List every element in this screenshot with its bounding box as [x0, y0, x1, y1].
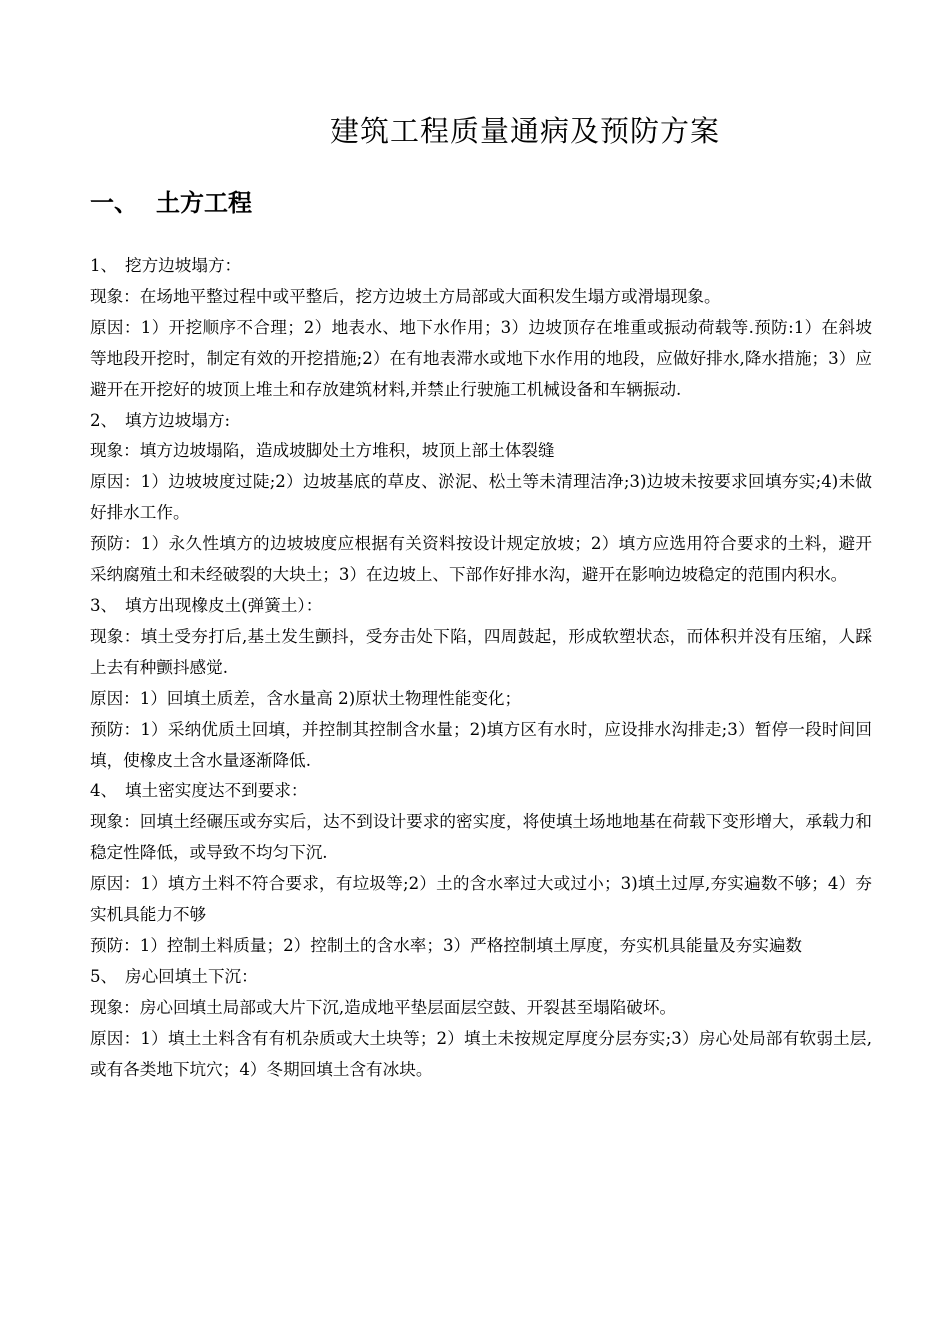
phenomenon-paragraph: 现象：填土受夯打后,基土发生颤抖，受夯击处下陷，四周鼓起，形成软塑状态，而体积并没有压缩，人踩上去有种颤抖感觉. — [90, 626, 872, 677]
item-heading: 挖方边坡塌方： — [125, 256, 242, 275]
document-body — [90, 251, 872, 1085]
item-index: 1、 — [90, 256, 118, 275]
phenomenon-paragraph: 现象：房心回填土局部或大片下沉,造成地平垫层面层空鼓、开裂甚至塌陷破坏。 — [90, 997, 677, 1017]
phenomenon-paragraph: 现象：在场地平整过程中或平整后，挖方边坡土方局部或大面积发生塌方或滑塌现象。 — [90, 286, 721, 306]
item-heading: 填方边坡塌方: — [125, 410, 231, 430]
section-label: 土方工程 — [156, 188, 252, 217]
item-heading: 房心回填土下沉： — [125, 966, 258, 986]
phenomenon-paragraph: 现象：回填土经碾压或夯实后，达不到设计要求的密实度，将使填土场地地基在荷载下变形增大，承载力和稳定性降低，或导致不均匀下沉. — [90, 812, 872, 863]
document-title: 建筑工程质量通病及预防方案 — [329, 114, 720, 148]
prevention-paragraph: 预防：1）永久性填方的边坡坡度应根据有关资料按设计规定放坡；2）填方应选用符合要求的土料，避开采纳腐殖土和未经破裂的大块土；3）在边坡上、下部作好排水沟，避开在影响边坡稳定的范围内积水。 — [90, 534, 872, 585]
item-index: 2、 — [90, 410, 118, 430]
cause-paragraph: 原因：1）填土土料含有有机杂质或大土块等；2）填土未按规定厚度分层夯实;3）房心处局部有软弱土层,或有各类地下坑穴；4）冬期回填土含有冰块。 — [90, 1028, 872, 1079]
phenomenon-paragraph: 现象：填方边坡塌陷，造成坡脚处土方堆积，坡顶上部土体裂缝 — [90, 441, 555, 461]
section-number: 一、 — [90, 188, 138, 217]
cause-paragraph: 原因：1）边坡坡度过陡;2）边坡基底的草皮、淤泥、松土等未清理洁净;3)边坡未按要求回填夯实;4)未做好排水工作。 — [90, 472, 872, 523]
section-heading — [90, 187, 252, 219]
cause-paragraph: 原因：1）填方土料不符合要求，有垃圾等;2）土的含水率过大或过小；3)填土过厚,夯实遍数不够；4）夯实机具能力不够 — [90, 874, 872, 925]
cause-paragraph: 原因：1）开挖顺序不合理；2）地表水、地下水作用；3）边坡顶存在堆重或振动荷载等.预防:1）在斜坡等地段开挖时，制定有效的开挖措施;2）在有地表滞水或地下水作用的地段，应做好排水,降水措施；3）应避开在开挖好的坡顶上堆土和存放建筑材料,并禁止行驶施工机械设备和车辆振动. — [90, 317, 872, 399]
item-title — [90, 962, 872, 993]
item-index: 3、 — [90, 595, 118, 615]
item-title — [90, 591, 872, 622]
item-title — [90, 406, 872, 437]
prevention-paragraph: 预防：1）控制土料质量；2）控制土的含水率；3）严格控制填土厚度，夯实机具能量及夯实遍数 — [90, 935, 803, 955]
item-index: 4、 — [90, 781, 118, 801]
item-heading: 填方出现橡皮土(弹簧土）： — [125, 595, 323, 615]
item-title — [90, 776, 872, 807]
item-title — [90, 251, 872, 282]
cause-paragraph: 原因：1）回填土质差，含水量高 2)原状土物理性能变化； — [90, 688, 522, 708]
item-heading: 填土密实度达不到要求： — [125, 781, 308, 801]
item-index: 5、 — [90, 966, 118, 986]
prevention-paragraph: 预防：1）采纳优质土回填，并控制其控制含水量；2)填方区有水时，应设排水沟排走;3）暂停一段时间回填，使橡皮土含水量逐渐降低. — [90, 719, 872, 770]
